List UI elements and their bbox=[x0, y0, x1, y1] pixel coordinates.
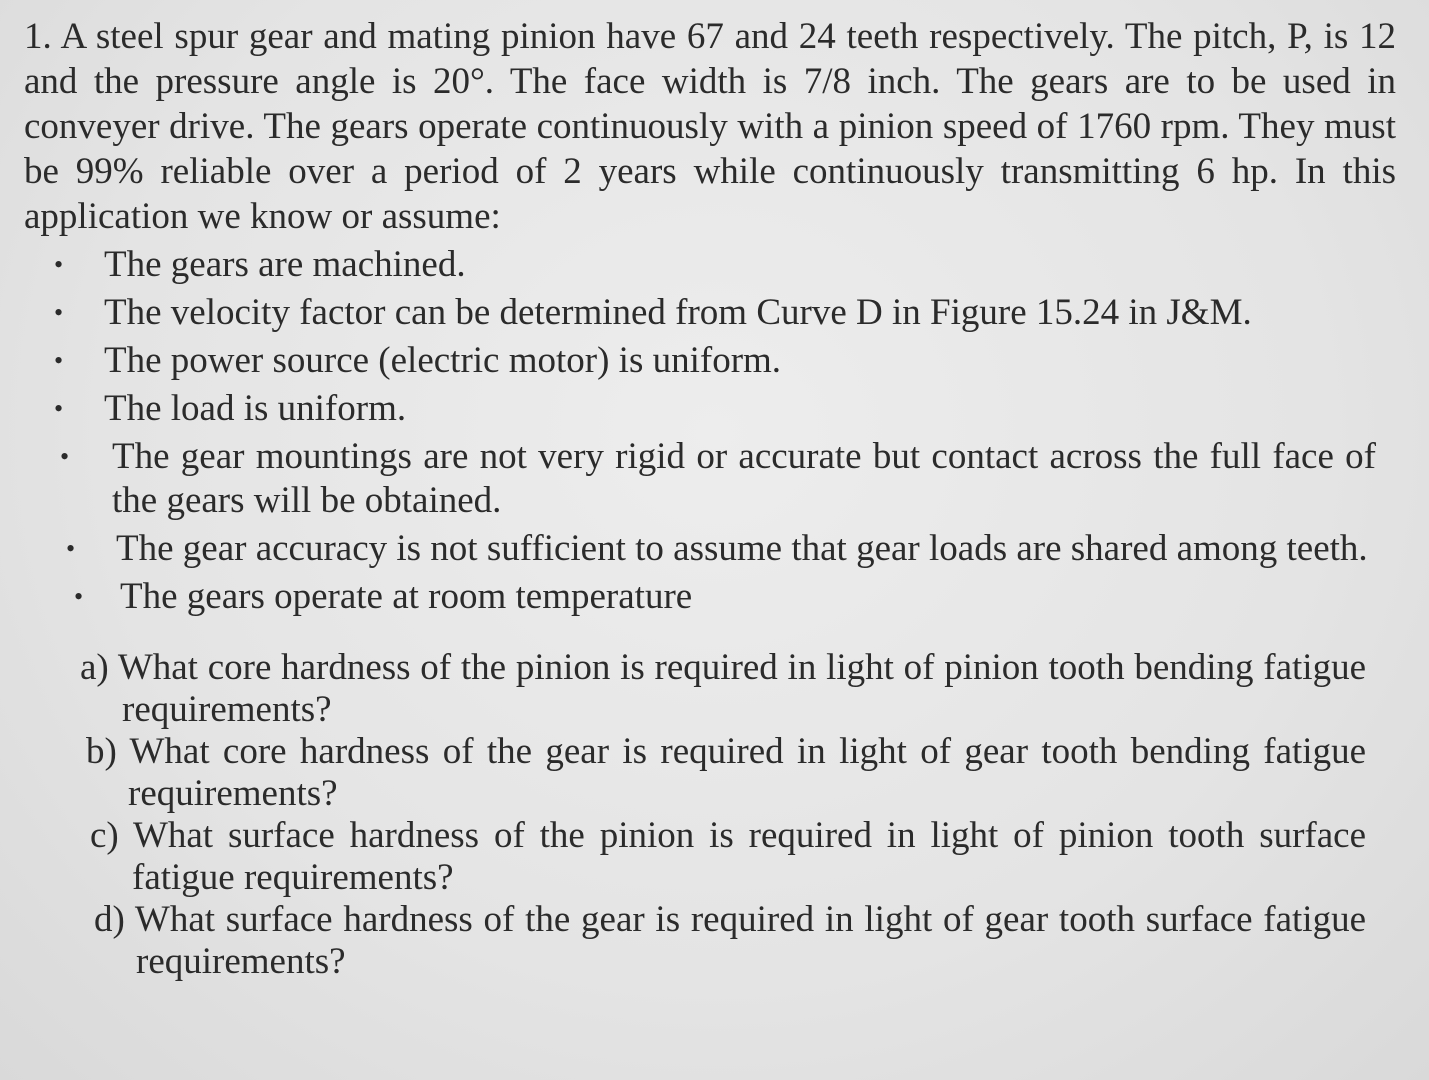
assumption-item bbox=[24, 527, 1396, 571]
question-label: a) bbox=[80, 647, 118, 688]
question-item bbox=[24, 815, 1396, 899]
assumption-text: The load is uniform. bbox=[104, 388, 407, 429]
assumption-text: The gears are machined. bbox=[104, 244, 466, 285]
bullet-icon: • bbox=[54, 346, 64, 375]
question-label: d) bbox=[94, 899, 135, 940]
assumption-text: The gears operate at room temperature bbox=[120, 576, 693, 617]
question-text: What surface hardness of the pinion is required in light of pinion tooth surface fatigue requirements? bbox=[132, 815, 1367, 898]
questions-list bbox=[24, 647, 1396, 983]
question-text: What core hardness of the gear is required in light of gear tooth bending fatigue requirements? bbox=[128, 731, 1367, 814]
assumption-text: The gear accuracy is not sufficient to assume that gear loads are shared among teeth. bbox=[116, 528, 1368, 569]
question-label: b) bbox=[86, 731, 130, 772]
assumption-text: The velocity factor can be determined from Curve D in Figure 15.24 in J&M. bbox=[104, 292, 1252, 333]
question-text: What core hardness of the pinion is required in light of pinion tooth bending fatigue requirements? bbox=[117, 647, 1366, 730]
assumption-item bbox=[24, 575, 1396, 619]
assumption-text: The power source (electric motor) is uniform. bbox=[104, 340, 782, 381]
assumption-item bbox=[24, 435, 1396, 523]
assumption-item bbox=[24, 243, 1396, 287]
question-item bbox=[24, 647, 1396, 731]
bullet-icon: • bbox=[54, 250, 64, 279]
assumptions-list bbox=[24, 243, 1396, 619]
question-item bbox=[24, 731, 1396, 815]
bullet-icon: • bbox=[66, 534, 76, 563]
assumption-item bbox=[24, 387, 1396, 431]
problem-statement: 1. A steel spur gear and mating pinion have 67 and 24 teeth respectively. The pitch, P, is 12 and the pressure angle is 20°. The face width is 7/8 inch. The gears are to be used in conveyer drive. The gears operate continuously with a pinion speed of 1760 rpm. They must be 99% reliable over a period of 2 years while continuously transmitting 6 hp. In this application we know or assume: bbox=[24, 16, 1396, 237]
bullet-icon: • bbox=[54, 394, 64, 423]
bullet-icon: • bbox=[74, 582, 84, 611]
bullet-icon: • bbox=[54, 298, 64, 327]
question-item bbox=[24, 899, 1396, 983]
question-text: What surface hardness of the gear is required in light of gear tooth surface fatigue requirements? bbox=[134, 899, 1367, 982]
bullet-icon: • bbox=[60, 442, 70, 471]
question-label: c) bbox=[90, 815, 133, 856]
assumption-item bbox=[24, 339, 1396, 383]
problem-document bbox=[24, 14, 1396, 983]
assumption-text: The gear mountings are not very rigid or accurate but contact across the full face of the gears will be obtained. bbox=[112, 436, 1376, 521]
assumption-item bbox=[24, 291, 1396, 335]
